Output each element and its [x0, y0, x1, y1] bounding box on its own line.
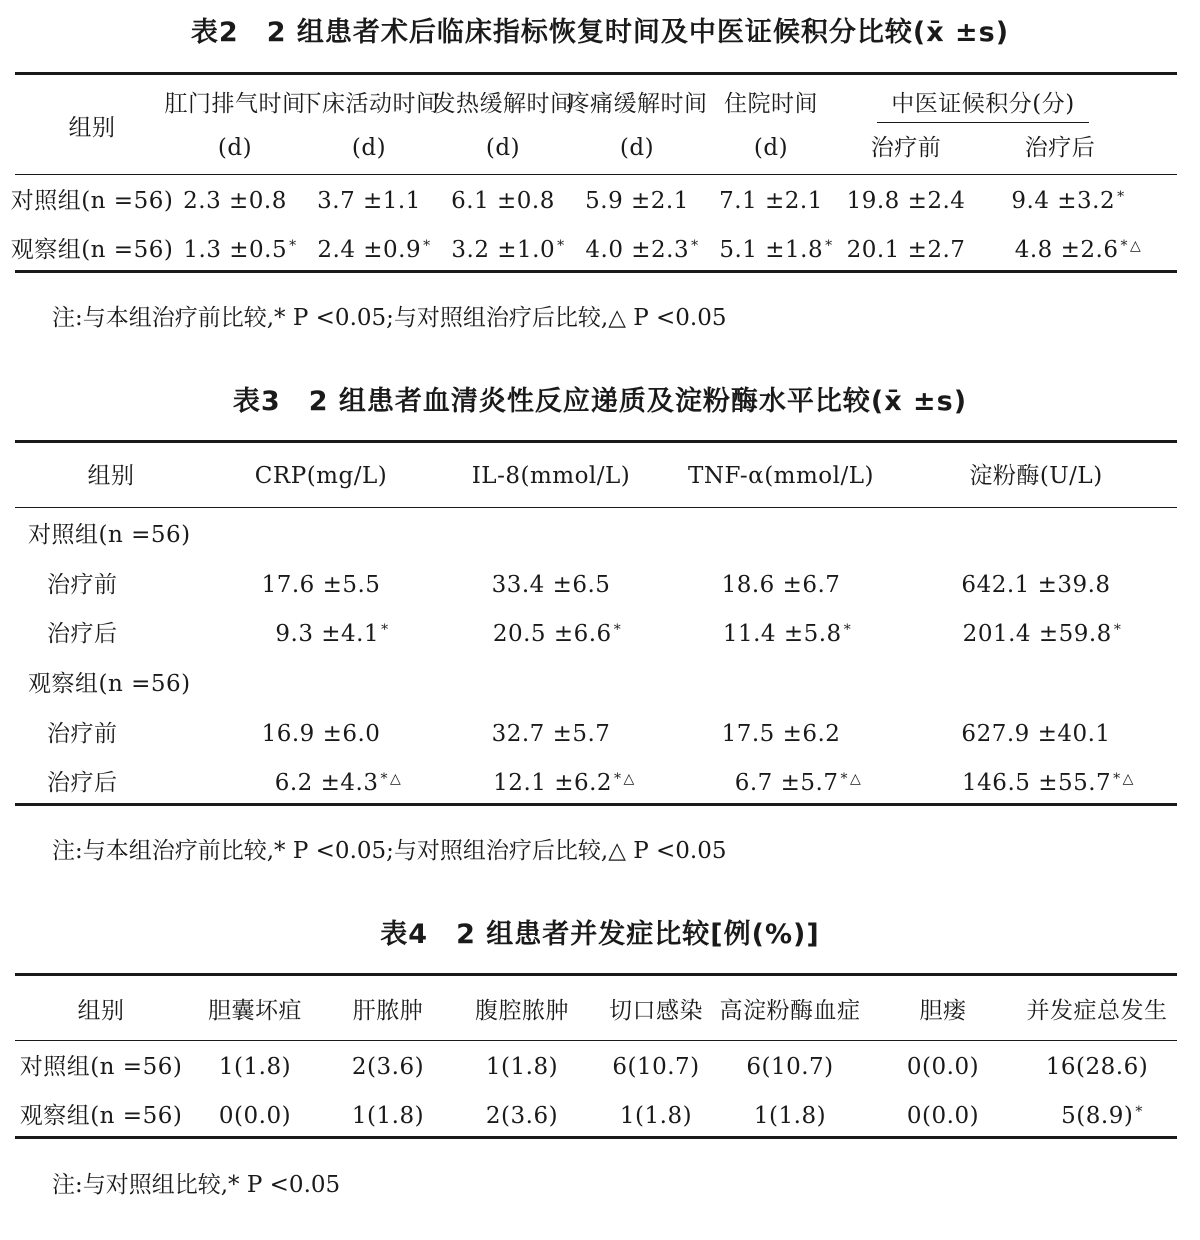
table3-header-group: 组别: [87, 463, 135, 489]
triangle-mark: △: [389, 771, 402, 787]
table4-row-group: 对照组(n =56): [19, 1054, 183, 1080]
table2-cell: 19.8 ±2.4: [846, 188, 966, 214]
table2-header-c4: 疼痛缓解时间: [566, 91, 708, 117]
table3-cell: 9.3 ±4.1 *: [275, 621, 389, 647]
table2-top-rule: [15, 72, 1177, 75]
triangle-mark: △: [1122, 771, 1134, 787]
table3-cell: 33.4 ±6.5: [491, 572, 611, 598]
table4-note: 注:与对照组比较,* P <0.05: [52, 1172, 341, 1198]
table3-row-label: 治疗后: [47, 621, 118, 647]
table2-cell: 2.4 ±0.9 *: [317, 237, 431, 263]
table3-row-label: 治疗前: [47, 572, 118, 598]
table3-cell: 17.6 ±5.5: [261, 572, 381, 598]
table4-title: 表4 2 组患者并发症比较[例(%)]: [380, 919, 820, 950]
table2-title: 表2 2 组患者术后临床指标恢复时间及中医证候积分比较(x̄ ±s): [190, 17, 1010, 48]
significance-mark: *: [289, 238, 297, 254]
table3-note: 注:与本组治疗前比较,* P <0.05;与对照组治疗后比较,△ P <0.05: [52, 838, 727, 864]
table2-header-c4-unit: (d): [619, 135, 655, 161]
triangle-mark: △: [1129, 238, 1142, 254]
table4-cell: 1(1.8): [753, 1103, 827, 1129]
table3-header-rule: [15, 507, 1177, 508]
table2-note: 注:与本组治疗前比较,* P <0.05;与对照组治疗后比较,△ P <0.05: [52, 305, 727, 331]
table4-cell: 6(10.7): [746, 1054, 834, 1080]
significance-mark: *: [613, 622, 622, 638]
table4-header: 胆瘘: [919, 998, 967, 1024]
table2-tcm-span-rule: [877, 122, 1089, 123]
table2-header-rule: [15, 174, 1177, 175]
significance-mark: *: [380, 771, 388, 787]
table4-header: 组别: [77, 998, 125, 1024]
table3-title: 表3 2 组患者血清炎性反应递质及淀粉酶水平比较(x̄ ±s): [232, 386, 968, 417]
table2-header-group: 组别: [68, 115, 116, 141]
table4-header: 腹腔脓肿: [475, 998, 569, 1024]
table4-top-rule: [15, 973, 1177, 976]
table3-bottom-rule: [15, 803, 1177, 806]
significance-mark: *: [1113, 771, 1121, 787]
table4-cell: 1(1.8): [619, 1103, 693, 1129]
significance-mark: *: [1117, 189, 1125, 205]
table2-cell: 20.1 ±2.7: [846, 237, 966, 263]
table4-cell: 2(3.6): [351, 1054, 425, 1080]
table2-header-c3-unit: (d): [485, 135, 521, 161]
significance-mark: *: [843, 622, 852, 638]
table3-cell: 201.4 ±59.8 *: [962, 621, 1122, 647]
significance-mark: *: [1113, 622, 1122, 638]
significance-mark: *: [381, 622, 389, 638]
significance-mark: *: [1120, 238, 1128, 254]
table4-cell: 0(0.0): [906, 1054, 980, 1080]
table4-cell: 1(1.8): [218, 1054, 292, 1080]
table2-header-c1-unit: (d): [217, 135, 253, 161]
table3-header-crp: CRP(mg/L): [254, 463, 388, 489]
table4-cell: 2(3.6): [485, 1103, 559, 1129]
table4-header-rule: [15, 1040, 1177, 1041]
table4-cell: 1(1.8): [485, 1054, 559, 1080]
table2-cell: 5.9 ±2.1: [585, 188, 689, 214]
table2-cell: 3.2 ±1.0 *: [451, 237, 565, 263]
table2-header-tcm-after: 治疗后: [1024, 135, 1096, 161]
table3-cell: 642.1 ±39.8: [961, 572, 1111, 598]
table3-cell: 17.5 ±6.2: [721, 721, 841, 747]
significance-mark: *: [614, 771, 622, 787]
table2-header-tcm: 中医证候积分(分): [891, 91, 1075, 117]
table3-group-label: 对照组(n =56): [28, 522, 191, 548]
table3-header-amylase: 淀粉酶(U/L): [969, 463, 1103, 489]
significance-mark: *: [825, 238, 833, 254]
table2-row-group: 观察组(n =56): [10, 237, 174, 263]
significance-mark: *: [557, 238, 565, 254]
table4-cell: 1(1.8): [351, 1103, 425, 1129]
triangle-mark: △: [623, 771, 635, 787]
table4-header: 高淀粉酶血症: [719, 998, 861, 1024]
table2-cell: 5.1 ±1.8 *: [719, 237, 833, 263]
table3-row-label: 治疗后: [47, 770, 118, 796]
table2-header-c5: 住院时间: [724, 91, 818, 117]
table4-cell: 0(0.0): [218, 1103, 292, 1129]
table4-cell: 16(28.6): [1045, 1054, 1149, 1080]
table3-cell: 16.9 ±6.0: [261, 721, 381, 747]
table3-cell: 627.9 ±40.1: [961, 721, 1111, 747]
table2-cell: 1.3 ±0.5 *: [183, 237, 297, 263]
table4-cell: 0(0.0): [906, 1103, 980, 1129]
table4-header: 并发症总发生: [1026, 998, 1168, 1024]
table3-cell: 20.5 ±6.6 *: [492, 621, 622, 647]
significance-mark: *: [423, 238, 431, 254]
table2-header-c2: 下床活动时间: [298, 91, 440, 117]
table3-header-tnf: TNF-α(mmol/L): [688, 463, 874, 489]
table2-header-c1: 肛门排气时间: [164, 91, 306, 117]
table2-cell: 2.3 ±0.8: [183, 188, 287, 214]
table4-cell: 5(8.9) *: [1061, 1103, 1143, 1129]
table4-header: 胆囊坏疽: [208, 998, 302, 1024]
table2-cell: 4.8 ±2.6 * △: [1014, 237, 1142, 263]
significance-mark: *: [1135, 1104, 1143, 1120]
table3-cell: 11.4 ±5.8 *: [722, 621, 852, 647]
significance-mark: *: [840, 771, 848, 787]
table4-header: 肝脓肿: [352, 998, 424, 1024]
table3-cell: 6.7 ±5.7 * △: [734, 770, 862, 796]
table4-row-group: 观察组(n =56): [19, 1103, 183, 1129]
table3-cell: 12.1 ±6.2 * △: [493, 770, 635, 796]
table2-row-group: 对照组(n =56): [10, 188, 174, 214]
table2-header-c2-unit: (d): [351, 135, 387, 161]
significance-mark: *: [691, 238, 699, 254]
table4-cell: 6(10.7): [612, 1054, 700, 1080]
table3-cell: 146.5 ±55.7 * △: [962, 770, 1134, 796]
triangle-mark: △: [849, 771, 862, 787]
table2-cell: 3.7 ±1.1: [317, 188, 421, 214]
table2-header-c5-unit: (d): [753, 135, 789, 161]
table2-bottom-rule: [15, 270, 1177, 273]
table3-top-rule: [15, 440, 1177, 443]
table3-header-il8: IL-8(mmol/L): [471, 463, 631, 489]
table2-cell: 4.0 ±2.3 *: [585, 237, 699, 263]
table4-header: 切口感染: [609, 998, 703, 1024]
table3-cell: 32.7 ±5.7: [491, 721, 611, 747]
table3-group-label: 观察组(n =56): [28, 671, 191, 697]
table2-cell: 9.4 ±3.2 *: [1011, 188, 1125, 214]
table3-cell: 18.6 ±6.7: [721, 572, 841, 598]
table4-bottom-rule: [15, 1136, 1177, 1139]
table2-cell: 7.1 ±2.1: [719, 188, 823, 214]
table3-row-label: 治疗前: [47, 721, 118, 747]
table3-cell: 6.2 ±4.3 * △: [274, 770, 402, 796]
table2-cell: 6.1 ±0.8: [451, 188, 555, 214]
table2-header-c3: 发热缓解时间: [432, 91, 574, 117]
table2-header-tcm-before: 治疗前: [870, 135, 942, 161]
